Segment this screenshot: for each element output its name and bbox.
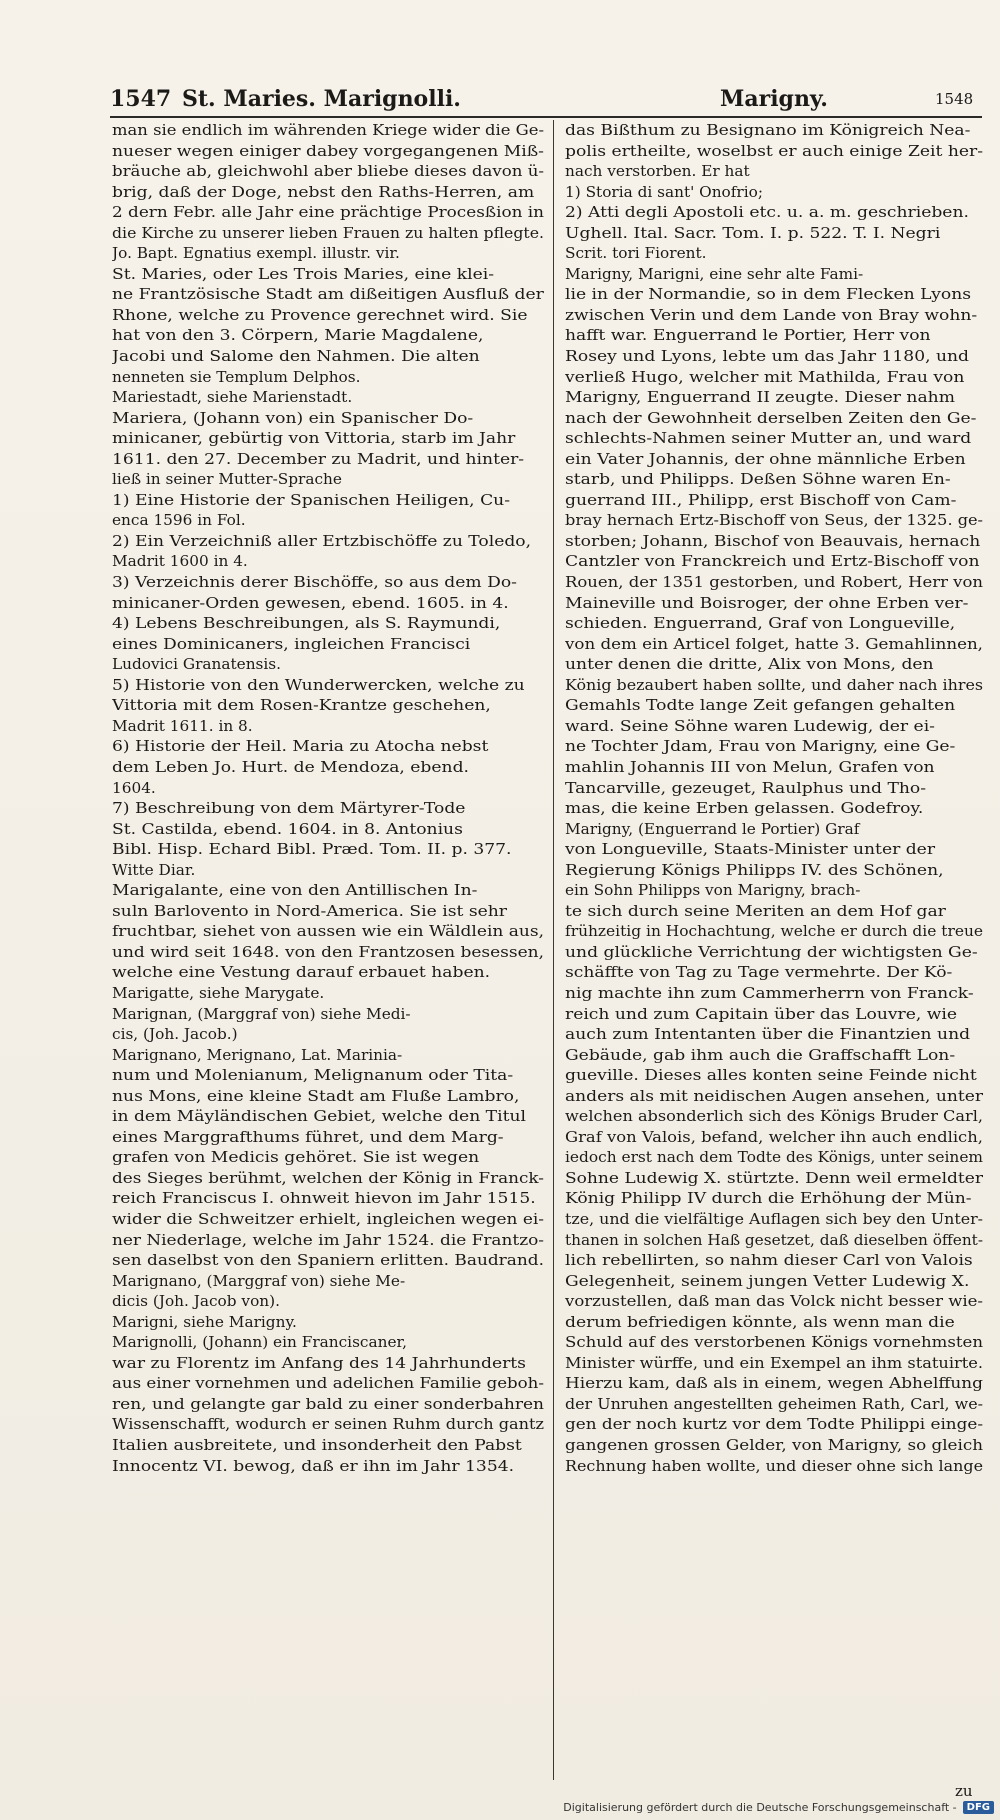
text-line: 1604. (112, 778, 156, 797)
text-line: Gelegenheit, seinem jungen Vetter Ludewig X. (565, 1271, 970, 1290)
text-line: polis ertheilte, woselbst er auch einige Zeit her- (565, 141, 983, 160)
text-line: ließ in seiner Mutter-Sprache (112, 470, 342, 489)
text-line: Rosey und Lyons, lebte um das Jahr 1180, und (565, 347, 970, 366)
footer-text: Digitalisierung gefördert durch die Deutsche Forschungsgemeinschaft - (563, 1800, 957, 1814)
text-line: Wissenschafft, wodurch er seinen Ruhm durch gantz (112, 1415, 544, 1434)
dfg-logo: DFG (963, 1801, 994, 1814)
left-page-number: 1547 (110, 86, 172, 112)
text-line: ein Sohn Philipps von Marigny, brach- (565, 881, 861, 900)
text-line: brig, daß der Doge, nebst den Raths-Herren, am (112, 182, 535, 201)
text-line: Marigny, (Enguerrand le Portier) Graf (565, 819, 860, 838)
text-line: dicis (Joh. Jacob von). (112, 1292, 280, 1311)
text-line: Rechnung haben wollte, und dieser ohne sich lange (565, 1456, 983, 1475)
text-line: reich und zum Capitain über das Louvre, wie (565, 1004, 958, 1023)
text-line: man sie endlich im währenden Kriege wider die Ge- (112, 121, 544, 139)
column-divider (553, 120, 554, 1780)
text-line: reich Franciscus I. ohnweit hievon im Jahr 1515. (112, 1189, 536, 1208)
text-line: num und Molenianum, Melignanum oder Tita- (112, 1066, 514, 1085)
text-line: Innocentz VI. bewog, daß er ihn im Jahr 1354. (112, 1456, 515, 1475)
text-line: 1) Storia di sant' Onofrio; (565, 182, 764, 201)
left-running-title: St. Maries. Marignolli. (182, 86, 461, 112)
text-line: Cantzler von Franckreich und Ertz-Bischoff von (565, 552, 980, 571)
text-line: Mariestadt, siehe Marienstadt. (112, 388, 353, 407)
text-line: ne Frantzösische Stadt am dißeitigen Ausfluß der (112, 285, 544, 304)
text-line: 1611. den 27. December zu Madrit, und hinter- (112, 449, 525, 468)
text-line: frühzeitig in Hochachtung, welche er durch die treue (565, 922, 983, 941)
text-line: lie in der Normandie, so in dem Flecken Lyons (565, 285, 972, 304)
text-line: Marigni, siehe Marigny. (112, 1312, 297, 1331)
text-line: Jacobi und Salome den Nahmen. Die alten (112, 347, 480, 366)
text-line: 4) Lebens Beschreibungen, als S. Raymundi, (112, 614, 501, 633)
text-line: hafft war. Enguerrand le Portier, Herr von (565, 326, 931, 345)
text-line: vorzustellen, daß man das Volck nicht besser wie- (565, 1292, 983, 1311)
text-line: der Unruhen angestellten geheimen Rath, Carl, we- (565, 1394, 983, 1413)
text-line: fruchtbar, siehet von aussen wie ein Wäldlein aus, (112, 922, 544, 941)
text-line: König bezaubert haben sollte, und daher nach ihres (565, 675, 983, 694)
text-line: ren, und gelangte gar bald zu einer sonderbahren (112, 1394, 544, 1413)
text-line: Graf von Valois, befand, welcher ihn auch endlich, (565, 1127, 983, 1146)
text-line: guerrand III., Philipp, erst Bischoff von Cam- (565, 490, 957, 509)
text-line: 2 dern Febr. alle Jahr eine prächtige Procesßion in (112, 203, 544, 222)
digitization-footer (563, 1798, 994, 1816)
text-line: nach verstorben. Er hat (565, 162, 750, 181)
text-line: Gebäude, gab ihm auch die Graffschafft Lon- (565, 1045, 956, 1064)
text-line: minicaner, gebürtig von Vittoria, starb im Jahr (112, 429, 516, 448)
header-rule (110, 116, 982, 118)
text-line: auch zum Intentanten über die Finantzien und (565, 1025, 971, 1044)
text-line: mahlin Johannis III von Melun, Grafen von (565, 757, 935, 776)
text-line: Sohne Ludewig X. stürtzte. Denn weil ermeldter (565, 1168, 983, 1187)
text-line: nig machte ihn zum Cammerherrn von Franck- (565, 983, 974, 1002)
text-line: Jo. Bapt. Egnatius exempl. illustr. vir. (112, 244, 400, 263)
text-line: derum befriedigen könnte, als wenn man die (565, 1312, 955, 1331)
text-line: welchen absonderlich sich des Königs Bruder Carl, (565, 1107, 983, 1126)
text-line: war zu Florentz im Anfang des 14 Jahrhunderts (112, 1353, 526, 1372)
right-page-number: 1548 (935, 90, 974, 108)
text-line: storben; Johann, Bischof von Beauvais, hernach (565, 531, 981, 550)
text-line: ward. Seine Söhne waren Ludewig, der ei- (565, 716, 935, 735)
catchword: zu (955, 1782, 973, 1800)
text-line: Mariera, (Johann von) ein Spanischer Do- (112, 408, 474, 427)
text-line: eines Dominicaners, ingleichen Francisci (112, 634, 471, 653)
right-text-column (565, 120, 983, 1760)
text-line: und wird seit 1648. von den Frantzosen besessen, (112, 942, 544, 961)
text-line: Rhone, welche zu Provence gerechnet wird. Sie (112, 305, 528, 324)
text-line: hat von den 3. Cörpern, Marie Magdalene, (112, 326, 484, 345)
text-line: ner Niederlage, welche im Jahr 1524. die Frantzo- (112, 1230, 544, 1249)
text-line: Ludovici Granatensis. (112, 655, 281, 674)
text-line: Regierung Königs Philipps IV. des Schönen, (565, 860, 944, 879)
text-line: te sich durch seine Meriten an dem Hof gar (565, 901, 946, 920)
text-line: Madrit 1600 in 4. (112, 552, 248, 571)
text-line: aus einer vornehmen und adelichen Familie geboh- (112, 1374, 544, 1393)
text-line: Marignan, (Marggraf von) siehe Medi- (112, 1004, 411, 1023)
text-line: anders als mit neidischen Augen ansehen, unter (565, 1086, 983, 1105)
text-line: mas, die keine Erben gelassen. Godefroy. (565, 799, 924, 818)
text-line: ne Tochter Jdam, Frau von Marigny, eine Ge- (565, 737, 956, 756)
text-line: Marignano, Merignano, Lat. Marinia- (112, 1045, 403, 1064)
text-line: starb, und Philipps. Deßen Söhne waren En- (565, 470, 951, 489)
text-line: wider die Schweitzer erhielt, ingleichen wegen ei- (112, 1209, 544, 1228)
text-line: Minister würffe, und ein Exempel an ihm statuirte. (565, 1353, 983, 1372)
text-line: minicaner-Orden gewesen, ebend. 1605. in 4. (112, 593, 509, 612)
text-line: cis, (Joh. Jacob.) (112, 1025, 238, 1044)
text-line: dem Leben Jo. Hurt. de Mendoza, ebend. (112, 757, 469, 776)
text-line: Rouen, der 1351 gestorben, und Robert, Herr von (565, 573, 983, 592)
text-line: 3) Verzeichnis derer Bischöffe, so aus dem Do- (112, 573, 517, 592)
text-line: Maineville und Boisroger, der ohne Erben ver- (565, 593, 969, 612)
text-line: sen daselbst von den Spaniern erlitten. Baudrand. (112, 1251, 544, 1270)
text-line: Marignolli, (Johann) ein Franciscaner, (112, 1333, 408, 1352)
text-line: Scrit. tori Fiorent. (565, 244, 707, 263)
text-line: lich rebellirten, so nahm dieser Carl von Valois (565, 1251, 973, 1270)
text-line: 1) Eine Historie der Spanischen Heiligen, Cu- (112, 490, 511, 509)
text-line: und glückliche Verrichtung der wichtigsten Ge- (565, 942, 978, 961)
text-line: 2) Ein Verzeichniß aller Ertzbischöffe zu Toledo, (112, 531, 532, 550)
text-line: Marigny, Enguerrand II zeugte. Dieser nahm (565, 388, 955, 407)
text-line: in dem Mäyländischen Gebiet, welche den Titul (112, 1107, 526, 1126)
text-line: König Philipp IV durch die Erhöhung der Mün- (565, 1189, 972, 1208)
text-line: thanen in solchen Haß gesetzet, daß dieselben öffent- (565, 1230, 983, 1249)
text-line: 6) Historie der Heil. Maria zu Atocha nebst (112, 737, 489, 756)
text-line: Vittoria mit dem Rosen-Krantze geschehen, (112, 696, 491, 715)
text-line: Madrit 1611. in 8. (112, 716, 253, 735)
text-line: 2) Atti degli Apostoli etc. u. a. m. geschrieben. (565, 203, 969, 222)
text-line: Hierzu kam, daß als in einem, wegen Abhelffung (565, 1374, 983, 1393)
text-line: Marigalante, eine von den Antillischen In- (112, 881, 478, 900)
text-line: gangenen grossen Gelder, von Marigny, so gleich (565, 1436, 983, 1454)
text-line: St. Maries, oder Les Trois Maries, eine klei- (112, 264, 494, 283)
text-line: gueville. Dieses alles konten seine Feinde nicht (565, 1066, 977, 1085)
text-line: nus Mons, eine kleine Stadt am Fluße Lambro, (112, 1086, 520, 1105)
text-line: Marigatte, siehe Marygate. (112, 983, 325, 1002)
text-line: Schuld auf des verstorbenen Königs vornehmsten (565, 1333, 983, 1352)
left-text-column (112, 120, 544, 1760)
text-line: St. Castilda, ebend. 1604. in 8. Antonius (112, 819, 463, 838)
page-header (110, 82, 974, 116)
text-line: die Kirche zu unserer lieben Frauen zu halten pflegte. (112, 223, 544, 242)
text-line: nach der Gewohnheit derselben Zeiten den Ge- (565, 408, 977, 427)
text-line: iedoch erst nach dem Todte des Königs, unter seinem (565, 1148, 983, 1167)
text-line: bräuche ab, gleichwohl aber bliebe dieses davon ü- (112, 162, 544, 181)
text-line: schäffte von Tag zu Tage vermehrte. Der Kö- (565, 963, 953, 982)
text-line: suln Barlovento in Nord-America. Sie ist sehr (112, 901, 507, 920)
text-line: 7) Beschreibung von dem Märtyrer-Tode (112, 799, 466, 818)
right-running-title: Marigny. (720, 86, 828, 112)
text-line: eines Marggrafthums führet, und dem Marg- (112, 1127, 504, 1146)
text-line: Ughell. Ital. Sacr. Tom. I. p. 522. T. I. Negri (565, 223, 941, 242)
text-line: von dem ein Articel folget, hatte 3. Gemahlinnen, (565, 634, 983, 653)
text-line: des Sieges berühmt, welchen der König in Franck- (112, 1168, 544, 1187)
text-line: tze, und die vielfältige Auflagen sich bey den Unter- (565, 1209, 983, 1228)
text-line: zwischen Verin und dem Lande von Bray wohn- (565, 305, 978, 324)
text-line: grafen von Medicis gehöret. Sie ist wegen (112, 1148, 480, 1167)
text-line: ein Vater Johannis, der ohne männliche Erben (565, 449, 966, 468)
text-line: nueser wegen einiger dabey vorgegangenen Miß- (112, 141, 544, 160)
text-line: enca 1596 in Fol. (112, 511, 246, 530)
text-line: Witte Diar. (112, 860, 196, 879)
text-line: Gemahls Todte lange Zeit gefangen gehalten (565, 696, 956, 715)
text-line: verließ Hugo, welcher mit Mathilda, Frau von (565, 367, 965, 386)
text-line: bray hernach Ertz-Bischoff von Seus, der 1325. ge- (565, 511, 983, 530)
text-line: das Bißthum zu Besignano im Königreich Nea- (565, 121, 971, 139)
text-line: welche eine Vestung darauf erbauet haben. (112, 963, 491, 982)
text-line: Italien ausbreitete, und insonderheit den Pabst (112, 1436, 522, 1454)
text-line: Marignano, (Marggraf von) siehe Me- (112, 1271, 406, 1290)
text-line: Bibl. Hisp. Echard Bibl. Præd. Tom. II. p. 377. (112, 840, 512, 859)
text-line: Marigny, Marigni, eine sehr alte Fami- (565, 264, 864, 283)
text-line: gen der noch kurtz vor dem Todte Philippi einge- (565, 1415, 983, 1434)
text-line: schlechts-Nahmen seiner Mutter an, und ward (565, 429, 972, 448)
text-line: 5) Historie von den Wunderwercken, welche zu (112, 675, 525, 694)
text-line: schieden. Enguerrand, Graf von Longueville, (565, 614, 956, 633)
text-line: Tancarville, gezeuget, Raulphus und Tho- (565, 778, 927, 797)
text-line: unter denen die dritte, Alix von Mons, den (565, 655, 934, 674)
text-line: von Longueville, Staats-Minister unter der (565, 840, 936, 859)
text-line: nenneten sie Templum Delphos. (112, 367, 361, 386)
